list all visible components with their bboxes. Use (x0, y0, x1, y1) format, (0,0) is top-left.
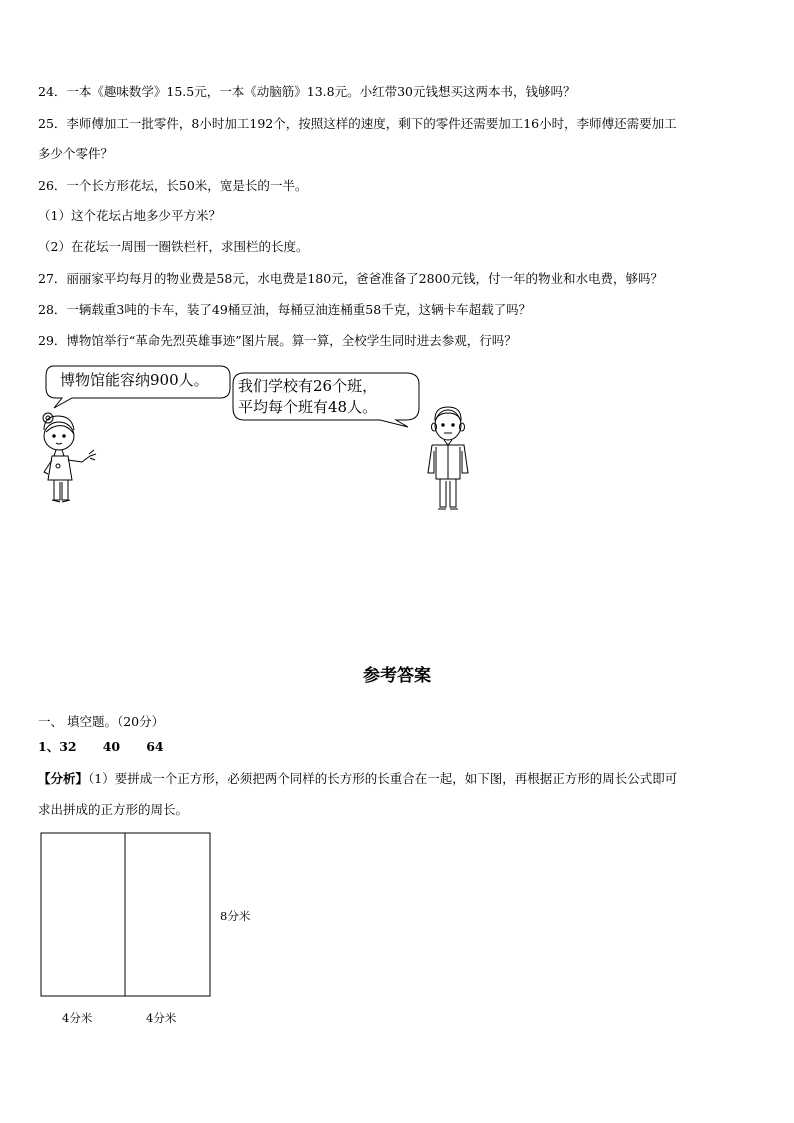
question-26-part-1 (38, 208, 221, 224)
question-number: 24． (38, 84, 67, 99)
question-text: （1）这个花坛占地多少平方米？ (38, 208, 221, 223)
answers-title: 参考答案 (363, 666, 431, 686)
question-26 (38, 178, 307, 194)
question-28 (38, 302, 531, 318)
question-text: 博物馆举行“革命先烈英雄事迹”图片展。算一算，全校学生同时进去参观，行吗？ (66, 333, 517, 348)
left-rectangle (41, 833, 125, 996)
question-text: 一个长方形花坛，长50米，宽是长的一半。 (66, 178, 308, 193)
question-number: 25． (38, 116, 67, 131)
question-number: 28． (38, 302, 67, 317)
question-24 (38, 84, 575, 100)
analysis-tag: 【分析】 (38, 771, 89, 786)
analysis-text: （1）要拼成一个正方形，必须把两个同样的长方形的长重合在一起，如下图，再根据正方形的周长公式即可 (88, 771, 678, 786)
width-label-left: 4分米 (62, 1011, 93, 1025)
boy-speech-line-1: 我们学校有26个班， (238, 377, 378, 395)
width-label-right: 4分米 (146, 1011, 177, 1025)
question-27 (38, 271, 663, 287)
rectangle-diagram (40, 832, 212, 998)
question-text: 一辆载重3吨的卡车，装了49桶豆油，每桶豆油连桶重58千克，这辆卡车超载了吗？ (66, 302, 532, 317)
question-text: 一本《趣味数学》15.5元，一本《动脑筋》13.8元。小红带30元钱想买这两本书，钱够吗？ (66, 84, 576, 99)
question-25 (38, 116, 677, 132)
girl-speech-text: 博物馆能容纳900人。 (60, 371, 209, 389)
question-29 (38, 333, 517, 349)
girl-figure (34, 410, 106, 514)
analysis-line-1 (38, 771, 677, 787)
question-25-continued (38, 146, 113, 162)
analysis-line-2: 求出拼成的正方形的周长。 (38, 802, 189, 817)
question-text: 李师傅加工一批零件，8小时加工192个，按照这样的速度，剩下的零件还需要加工16小时，李师傅还需要加工 (66, 116, 677, 131)
question-26-part-2 (38, 239, 308, 255)
section-heading: 一、 填空题。（20分） (38, 714, 165, 729)
boy-speech-line-2: 平均每个班有48人。 (238, 398, 378, 416)
question-number: 26． (38, 178, 67, 193)
question-text: 丽丽家平均每月的物业费是58元，水电费是180元，爸爸准备了2800元钱，付一年的物业和水电费，够吗？ (66, 271, 663, 286)
question-text: （2）在花坛一周围一圈铁栏杆，求围栏的长度。 (38, 239, 309, 254)
question-number: 29． (38, 333, 67, 348)
question-text: 多少个零件？ (38, 146, 114, 161)
right-rectangle (125, 833, 210, 996)
boy-figure (418, 403, 478, 515)
height-label: 8分米 (220, 909, 251, 923)
answer-1: 1、32 40 64 (38, 739, 164, 754)
question-number: 27． (38, 271, 67, 286)
